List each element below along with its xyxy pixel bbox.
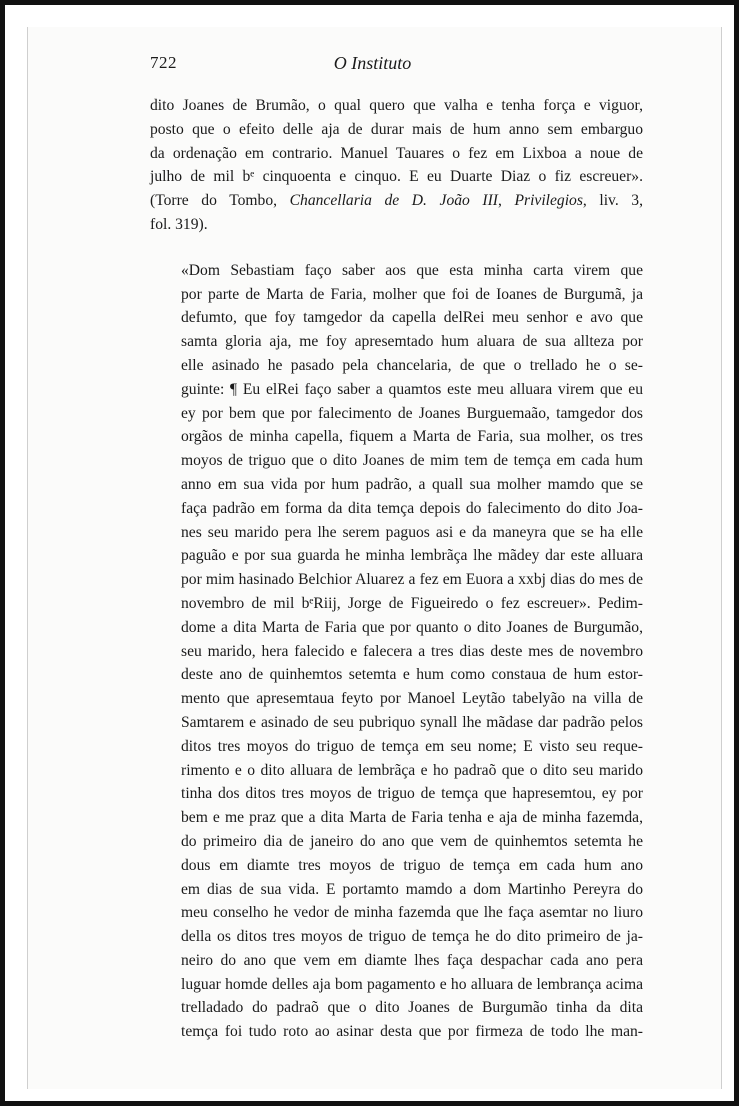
italic-title: Chancellaria de D. João III [289,192,498,210]
text-line: faça padrão em forma da dita temça depois do falecimento do dito Joa- [181,499,643,517]
running-header [150,53,595,79]
text-line: elle asinado he pasado pela chancelaria, de que o trellado he o se- [181,356,643,374]
text-line: deste ano de quinhemtos setemta e hum como constaua de hum estor- [181,666,643,684]
text-line: dito Joanes de Brumão, o qual quero que valha e tenha força e viguor, [150,97,643,114]
text-line: meu conselho he vedor de minha fazemda que lhe faça asemtar no liuro [181,904,643,922]
text-line: do primeiro dia de janeiro do ano que vem de quinhemtos setemta he [181,832,643,850]
text-line: paguão e por sua guarda he minha lembrãça lhe mãdey dar este alluara [181,547,643,565]
text-line: da ordenação em contrario. Manuel Tauares o fez em Lixboa a noue de [150,144,643,162]
text-line: dous em diamte tres moyos de triguo de temça em cada hum ano [181,856,643,874]
text-line: seu marido, hera falecido e falecera a tres dias deste mes de novembro [181,642,643,660]
text-line: ditos tres moyos do triguo de temça em seu nome; E visto seu reque- [181,737,643,755]
text-line: por parte de Marta de Faria, molher que foi de Ioanes de Burgumã, ja [181,285,643,303]
text-line: julho de mil bᵉ cinquoenta e cinquo. E eu Duarte Diaz o fiz escreuer». [150,168,643,186]
text-line: tinha dos ditos tres moyos de triguo de temça que hapresemtou, ey por [181,785,643,803]
running-title: O Instituto [333,53,412,73]
text-line: rimento e o dito alluara de lembrãça e ho padraõ que o dito seu marido [181,761,643,779]
text-line: nes seu marido pera lhe serem paguos asi e da maneyra que se ha elle [181,523,643,541]
paragraph-2 [150,259,643,1044]
text-line: samta gloria aja, me foy apresemtado hum aluara de sua allteza por [181,333,643,351]
text-line: defumto, que foy tamgedor da capella delRei meu senhor e avo que [181,309,643,327]
text-line: novembro de mil bᵉRiij, Jorge de Figueiredo o fez escreuer». Pedim- [181,594,643,612]
text-line: neiro do ano que vem em diamte lhes faça despachar cada ano pera [181,951,643,969]
text-line: posto que o efeito delle aja de durar mais de hum anno sem embarguo [150,120,643,138]
text-line: temça foi tudo roto ao asinar desta que por firmeza de todo lhe man- [181,1023,643,1041]
italic-title: Privilegios [514,192,583,210]
text-line: mento que apresemtaua feyto por Manoel Leytão tabelyão na villa de [181,690,643,708]
text-line: Samtarem e asinado de seu pubriquo synall lhe mãdase dar padrão pelos [181,713,643,731]
text-line: fol. 319). [150,215,208,233]
text-line: dome a dita Marta de Faria que por quanto o dito Joanes de Burgumão, [181,618,643,636]
page-number: 722 [150,53,177,72]
citation-line [150,189,643,213]
text-line: ey por bem que por falecimento de Joanes Burguemaão, tamgedor dos [181,404,643,422]
text-line: moyos de triguo que o dito Joanes de mim tem de temça em cada hum [181,452,643,470]
text-line: por mim hasinado Belchior Aluarez a fez em Euora a xxbj dias do mes de [181,571,643,589]
text-line: guinte: ¶ Eu elRei faço saber a quamtos este meu alluara virem que eu [181,380,643,398]
text-line: «Dom Sebastiam faço saber aos que esta minha carta virem que [181,261,643,279]
paragraph-1 [150,94,643,237]
citation-text: (Torre do Tombo, Chancellaria de D. João III, Privilegios, liv. 3, [150,192,643,210]
body-text [150,94,643,1044]
text-line: trelladado do padraõ que o dito Joanes de Burgumão tinha da dita [181,999,643,1017]
text-line: anno em sua vida por hum padrão, a quall sua molher mamdo que se [181,475,643,493]
text-line: bem e me praz que a dita Marta de Faria tenha e aja de minha fazemda, [181,809,643,827]
text-line: luguar homde delles aja bom pagamento e ho alluara de lembrança acima [181,975,643,993]
text-line: orgãos de minha capella, fiquem a Marta de Faria, sua molher, os tres [181,428,643,446]
text-line: della os ditos tres moyos de triguo de temça he do dito primeiro de ja- [181,928,643,946]
text-line: em dias de sua vida. E portamto mamdo a dom Martinho Pereyra do [181,880,643,898]
